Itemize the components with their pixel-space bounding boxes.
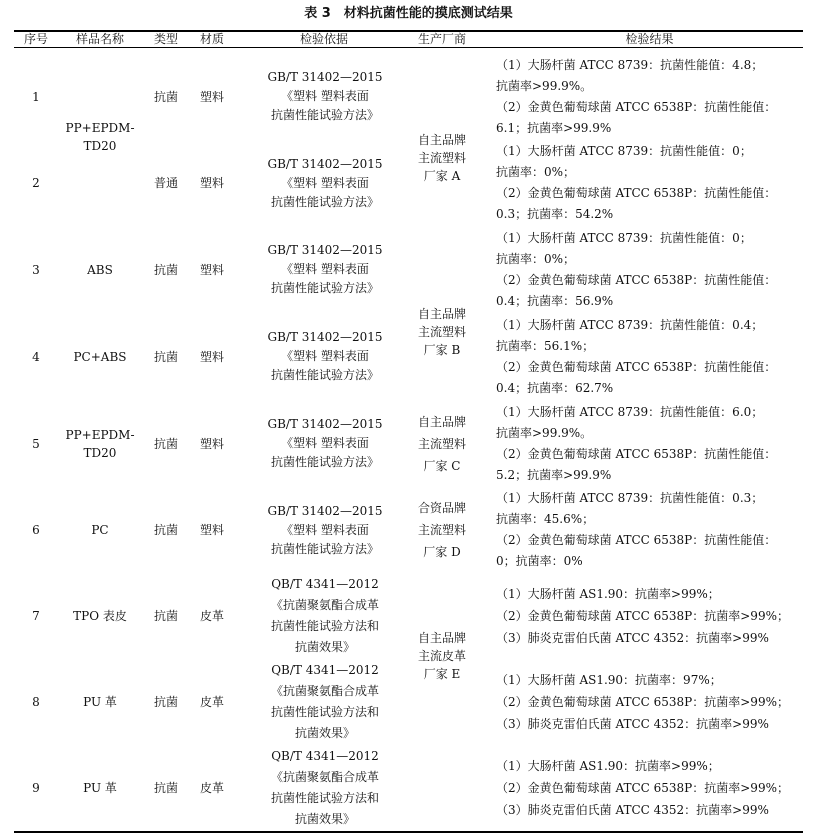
row-9-basis: QB/T 4341—2012 《抗菌聚氨酯合成革 抗菌性能试验方法和 抗菌效果》 bbox=[270, 749, 379, 826]
row-1-result: （1）大肠杆菌 ATCC 8739：抗菌性能值：4.8； 抗菌率>99.9%。 （2）金黄色葡萄球菌 ATCC 6538P：抗菌性能值： 6.1；抗菌率>99.9% bbox=[496, 57, 777, 135]
row-4-type: 抗菌 bbox=[153, 349, 178, 364]
row-7-material: 皮革 bbox=[199, 609, 224, 623]
header-name: 样品名称 bbox=[75, 32, 124, 46]
maker-rows-7-9: 自主品牌 主流皮革 厂家 E bbox=[417, 631, 466, 681]
row-4-name: PC+ABS bbox=[73, 349, 127, 364]
row-2-no: 2 bbox=[32, 176, 40, 190]
maker-rows-1-2: 自主品牌 主流塑料 厂家 A bbox=[417, 133, 466, 183]
maker-rows-3-4: 自主品牌 主流塑料 厂家 B bbox=[417, 307, 466, 357]
row-9-material: 皮革 bbox=[199, 781, 224, 795]
row-9-name: PU 革 bbox=[83, 781, 117, 795]
row-1-type: 抗菌 bbox=[153, 89, 178, 104]
row-3-type: 抗菌 bbox=[153, 262, 178, 277]
row-7-name: TPO 表皮 bbox=[73, 609, 127, 623]
header-type: 类型 bbox=[153, 32, 178, 46]
row-6-basis: GB/T 31402—2015 《塑料 塑料表面 抗菌性能试验方法》 bbox=[267, 503, 383, 556]
sample-name-rows-1-2: PP+EPDM- TD20 bbox=[65, 121, 135, 153]
row-3-basis: GB/T 31402—2015 《塑料 塑料表面 抗菌性能试验方法》 bbox=[267, 243, 383, 295]
row-8-result: （1）大肠杆菌 AS1.90：抗菌率：97%； （2）金黄色葡萄球菌 ATCC 6538P：抗菌率>99%； （3）肺炎克雷伯氏菌 ATCC 4352：抗菌率>99% bbox=[496, 673, 789, 731]
row-8-basis: QB/T 4341—2012 《抗菌聚氨酯合成革 抗菌性能试验方法和 抗菌效果》 bbox=[270, 663, 379, 740]
table-title: 表 3 材料抗菌性能的摸底测试结果 bbox=[304, 6, 513, 21]
row-9-result: （1）大肠杆菌 AS1.90：抗菌率>99%； （2）金黄色葡萄球菌 ATCC 6538P：抗菌率>99%； （3）肺炎克雷伯氏菌 ATCC 4352：抗菌率>99% bbox=[496, 759, 789, 817]
row-4-basis: GB/T 31402—2015 《塑料 塑料表面 抗菌性能试验方法》 bbox=[267, 330, 383, 382]
bottom-rule bbox=[14, 831, 803, 833]
row-5-maker: 自主品牌 主流塑料 厂家 C bbox=[417, 414, 466, 473]
header-material: 材质 bbox=[199, 32, 224, 46]
row-8-no: 8 bbox=[32, 695, 40, 709]
row-2-type: 普通 bbox=[153, 176, 178, 190]
row-2-result: （1）大肠杆菌 ATCC 8739：抗菌性能值：0； 抗菌率：0%； （2）金黄色葡萄球菌 ATCC 6538P：抗菌性能值： 0.3；抗菌率：54.2% bbox=[496, 144, 777, 221]
row-7-type: 抗菌 bbox=[153, 609, 178, 623]
header-maker: 生产厂商 bbox=[417, 32, 466, 46]
row-3-result: （1）大肠杆菌 ATCC 8739：抗菌性能值：0； 抗菌率：0%； （2）金黄色葡萄球菌 ATCC 6538P：抗菌性能值： 0.4；抗菌率：56.9% bbox=[496, 230, 777, 308]
row-6-result: （1）大肠杆菌 ATCC 8739：抗菌性能值：0.3； 抗菌率：45.6%； （2）金黄色葡萄球菌 ATCC 6538P：抗菌性能值： 0；抗菌率：0% bbox=[496, 491, 777, 568]
row-8-material: 皮革 bbox=[199, 695, 224, 709]
row-6-material: 塑料 bbox=[199, 523, 224, 537]
row-7-no: 7 bbox=[32, 609, 40, 623]
row-1-no: 1 bbox=[32, 89, 40, 104]
row-4-result: （1）大肠杆菌 ATCC 8739：抗菌性能值：0.4； 抗菌率：56.1%； （2）金黄色葡萄球菌 ATCC 6538P：抗菌性能值： 0.4；抗菌率：62.7% bbox=[496, 317, 777, 395]
header-no: 序号 bbox=[23, 32, 48, 46]
row-5-result: （1）大肠杆菌 ATCC 8739：抗菌性能值：6.0； 抗菌率>99.9%。 （2）金黄色葡萄球菌 ATCC 6538P：抗菌性能值： 5.2；抗菌率>99.9% bbox=[496, 404, 777, 482]
row-7-basis: QB/T 4341—2012 《抗菌聚氨酯合成革 抗菌性能试验方法和 抗菌效果》 bbox=[270, 577, 379, 654]
row-3-material: 塑料 bbox=[199, 262, 224, 277]
row-2-basis: GB/T 31402—2015 《塑料 塑料表面 抗菌性能试验方法》 bbox=[267, 156, 383, 209]
row-2-material: 塑料 bbox=[199, 176, 224, 190]
row-9-no: 9 bbox=[32, 781, 40, 795]
row-5-material: 塑料 bbox=[199, 436, 224, 451]
row-7-result: （1）大肠杆菌 AS1.90：抗菌率>99%； （2）金黄色葡萄球菌 ATCC 6538P：抗菌率>99%； （3）肺炎克雷伯氏菌 ATCC 4352：抗菌率>99% bbox=[496, 587, 789, 645]
row-5-basis: GB/T 31402—2015 《塑料 塑料表面 抗菌性能试验方法》 bbox=[267, 417, 383, 469]
header-result: 检验结果 bbox=[625, 32, 674, 46]
row-6-type: 抗菌 bbox=[153, 523, 178, 537]
row-1-material: 塑料 bbox=[199, 89, 224, 104]
row-4-material: 塑料 bbox=[199, 349, 224, 364]
row-6-name: PC bbox=[91, 523, 109, 537]
row-3-name: ABS bbox=[87, 262, 113, 277]
row-3-no: 3 bbox=[32, 262, 40, 277]
row-5-name: PP+EPDM- TD20 bbox=[65, 427, 135, 460]
header-basis: 检验依据 bbox=[299, 32, 348, 46]
header-rule bbox=[14, 47, 803, 48]
row-6-maker: 合资品牌 主流塑料 厂家 D bbox=[417, 501, 466, 559]
row-1-basis: GB/T 31402—2015 《塑料 塑料表面 抗菌性能试验方法》 bbox=[267, 70, 383, 122]
row-4-no: 4 bbox=[32, 349, 40, 364]
row-5-no: 5 bbox=[32, 436, 40, 451]
row-8-name: PU 革 bbox=[83, 695, 117, 709]
row-5-type: 抗菌 bbox=[153, 436, 178, 451]
row-9-type: 抗菌 bbox=[153, 781, 178, 795]
row-6-no: 6 bbox=[32, 523, 40, 537]
row-8-type: 抗菌 bbox=[153, 695, 178, 709]
